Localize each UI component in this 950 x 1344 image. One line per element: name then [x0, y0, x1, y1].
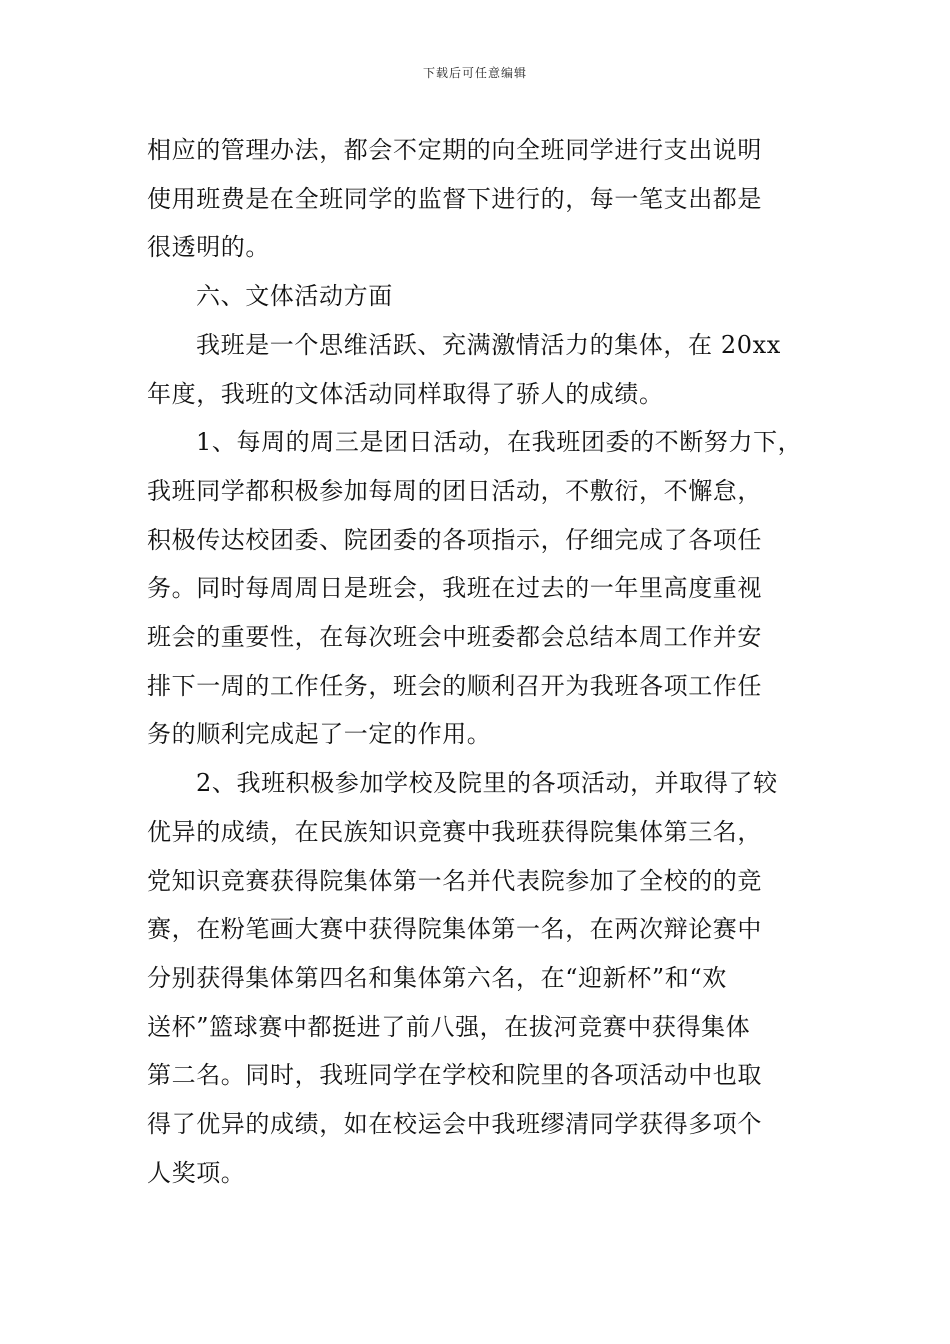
text-line: 年度，我班的文体活动同样取得了骄人的成绩。 [147, 379, 664, 408]
text-line: 党知识竞赛获得院集体第一名并代表院参加了全校的的竞 [147, 866, 762, 895]
paragraph-class-fund [147, 126, 807, 272]
text-line: 积极传达校团委、院团委的各项指示，仔细完成了各项任 [147, 525, 762, 554]
heading-line: 六、文体活动方面 [196, 282, 393, 311]
text-line: 人奖项。 [147, 1158, 246, 1187]
text-line: 班会的重要性，在每次班会中班委都会总结本周工作并安 [147, 623, 762, 652]
text-line: 我班是一个思维活跃、充满激情活力的集体，在 20xx [196, 330, 781, 359]
text-line: 排下一周的工作任务，班会的顺利召开为我班各项工作任 [147, 671, 762, 700]
text-line: 务的顺利完成起了一定的作用。 [147, 720, 492, 749]
paragraph-item-2 [147, 759, 807, 1197]
text-line: 得了优异的成绩，如在校运会中我班缪清同学获得多项个 [147, 1110, 762, 1139]
text-line: 送杯”篮球赛中都挺进了前八强，在拔河竞赛中获得集体 [147, 1012, 751, 1041]
text-line: 第二名。同时，我班同学在学校和院里的各项活动中也取 [147, 1061, 762, 1090]
document-body [147, 126, 807, 1197]
text-line: 务。同时每周周日是班会，我班在过去的一年里高度重视 [147, 574, 762, 603]
text-line: 使用班费是在全班同学的监督下进行的，每一笔支出都是 [147, 184, 762, 213]
paragraph-item-1 [147, 418, 807, 759]
text-line: 优异的成绩，在民族知识竞赛中我班获得院集体第三名， [147, 817, 762, 846]
section-heading [147, 272, 807, 321]
text-line: 相应的管理办法，都会不定期的向全班同学进行支出说明 [147, 136, 762, 164]
text-line: 我班同学都积极参加每周的团日活动，不敷衍，不懈怠， [147, 476, 762, 505]
page-header: 下载后可任意编辑 [422, 66, 527, 80]
text-line: 1、每周的周三是团日活动，在我班团委的不断努力下， [196, 428, 803, 457]
paragraph-intro [147, 321, 807, 418]
text-line: 很透明的。 [147, 233, 270, 262]
text-line: 赛，在粉笔画大赛中获得院集体第一名，在两次辩论赛中 [147, 915, 762, 944]
text-line: 2、我班积极参加学校及院里的各项活动，并取得了较 [196, 769, 778, 798]
text-line: 分别获得集体第四名和集体第六名，在“迎新杯”和“欢 [147, 963, 727, 992]
